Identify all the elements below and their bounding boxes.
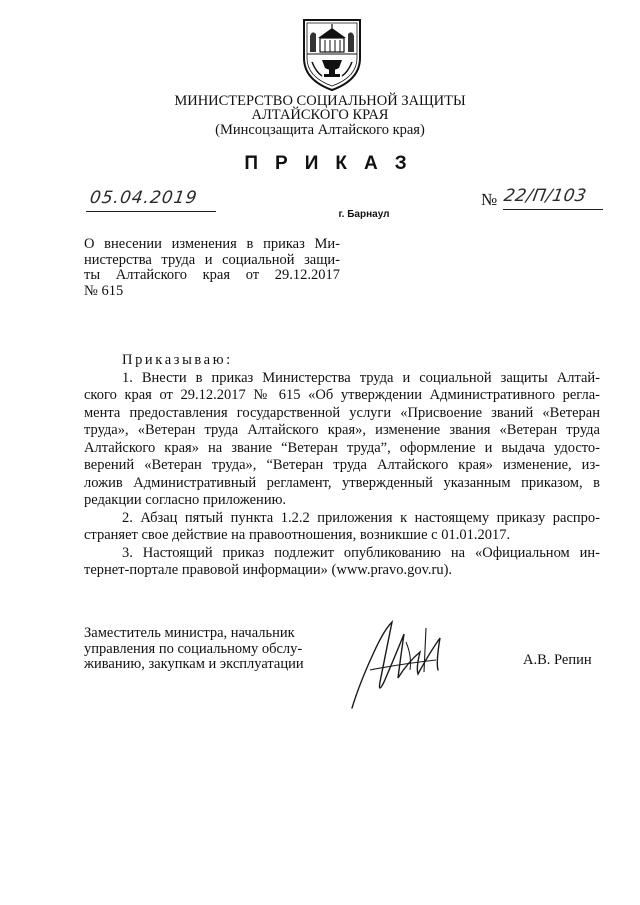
order-number: 22/П/103 — [502, 186, 589, 206]
org-name-line1: МИНИСТЕРСТВО СОЦИАЛЬНОЙ ЗАЩИТЫ — [174, 93, 466, 109]
subject-line: № 615 — [84, 282, 124, 299]
body-line: 2. Абзац пятый пункта 1.2.2 приложения к настоящему приказу распро- — [122, 509, 600, 526]
city-name: г. Барнаул — [338, 209, 390, 220]
body-line: труда», «Ветеран труда Алтайского края», изменение звания «Ветеран труда — [84, 422, 600, 438]
body-line: 3. Настоящий приказ подлежит опубликованию на «Официальном ин- — [122, 544, 600, 561]
position-line: живанию, закупкам и эксплуатации — [84, 656, 304, 672]
body-line: мента предоставления государственной услуги «Присвоение званий «Ветеран — [84, 404, 600, 421]
signatory-name: А.В. Репин — [523, 652, 592, 668]
body-line: ского края от 29.12.2017 № 615 «Об утверждении Административного регла- — [84, 387, 600, 403]
order-body — [84, 352, 600, 580]
order-subject — [84, 237, 340, 299]
order-opening: Приказываю: — [122, 352, 233, 368]
subject-line: О внесении изменения в приказ Ми- — [84, 236, 340, 252]
coat-of-arms-icon — [298, 14, 366, 92]
signature-icon — [340, 612, 480, 722]
position-line: управления по социальному обслу- — [84, 640, 303, 657]
position-line: Заместитель министра, начальник — [84, 625, 295, 641]
body-line: редакции согласно приложению. — [84, 492, 287, 508]
org-name-line2: АЛТАЙСКОГО КРАЯ — [251, 107, 389, 123]
order-number-label: № — [481, 190, 498, 209]
document-type-title: ПРИКАЗ — [244, 153, 424, 174]
org-short-name: (Минсоцзащита Алтайского края) — [215, 122, 425, 138]
body-line: Алтайского края» на звание “Ветеран труда”, оформление и выдача удосто- — [84, 439, 600, 456]
body-line: тернет-портале правовой информации» (www.pravo.gov.ru). — [84, 562, 453, 578]
subject-line: ты Алтайского края от 29.12.2017 — [84, 267, 340, 283]
body-line: верений «Ветеран труда», “Ветеран труда Алтайского края» изменение, из- — [84, 457, 600, 473]
subject-line: нистерства труда и социальной защи- — [84, 251, 340, 268]
body-line: страняет свое действие на правоотношения, возникшие с 01.01.2017. — [84, 527, 511, 543]
order-date: 05.04.2019 — [88, 188, 199, 208]
body-line: 1. Внести в приказ Министерства труда и социальной защиты Алтай- — [122, 369, 600, 386]
signatory-position — [84, 626, 304, 673]
body-line: ложив Административный регламент, утвержденный указанным приказом, в — [84, 474, 600, 491]
